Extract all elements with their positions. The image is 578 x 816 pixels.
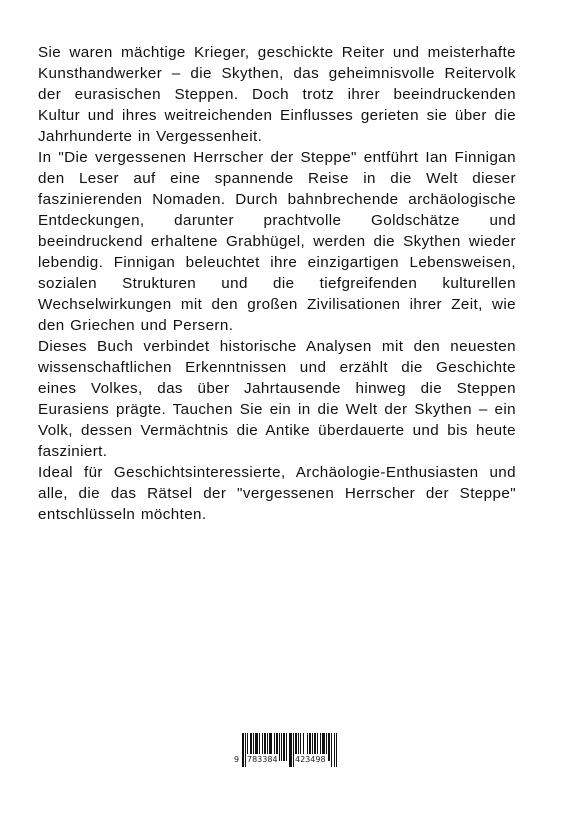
blurb-paragraph-4: Ideal für Geschichtsinteressierte, Archäologie-Enthusiasten und alle, die das Rätsel der "vergessenen Herrscher der Steppe" entschlüsseln möchten.: [38, 464, 516, 523]
blurb-paragraph-3: Dieses Buch verbindet historische Analysen mit den neuesten wissenschaftlichen Erkenntnissen und erzählt die Geschichte eines Volkes, das über Jahrtausende hinweg die Steppen Eurasiens prägte. Tauchen Sie ein in die Welt der Skythen – ein Volk, dessen Vermächtnis die Antike überdauerte und bis heute fasziniert.: [38, 338, 516, 460]
blurb-paragraph-2: In "Die vergessenen Herrscher der Steppe" entführt Ian Finnigan den Leser auf eine spannende Reise in die Welt dieser faszinierenden Nomaden. Durch bahnbrechende archäologische Entdeckungen, darunter prachtvolle Goldschätze und beeindruckend erhaltene Grabhügel, werden die Skythen wieder lebendig. Finnigan beleuchtet ihre einzigartigen Lebensweisen, sozialen Strukturen und die tiefgreifenden kulturellen Wechselwirkungen mit den großen Zivilisationen ihrer Zeit, wie den Griechen und Persern.: [38, 149, 516, 334]
isbn-left-group: 783384: [247, 755, 278, 764]
blurb-text: [38, 42, 516, 525]
isbn-right-group: 423498: [295, 755, 326, 764]
isbn-lead-digit: 9: [234, 755, 240, 764]
isbn-number: [233, 754, 341, 766]
blurb-paragraph-1: Sie waren mächtige Krieger, geschickte Reiter und meisterhafte Kunsthandwerker – die Skythen, das geheimnisvolle Reitervolk der eurasischen Steppen. Doch trotz ihrer beeindruckenden Kultur und ihres weitreichenden Einflusses gerieten sie über die Jahrhunderte in Vergessenheit.: [38, 44, 516, 145]
